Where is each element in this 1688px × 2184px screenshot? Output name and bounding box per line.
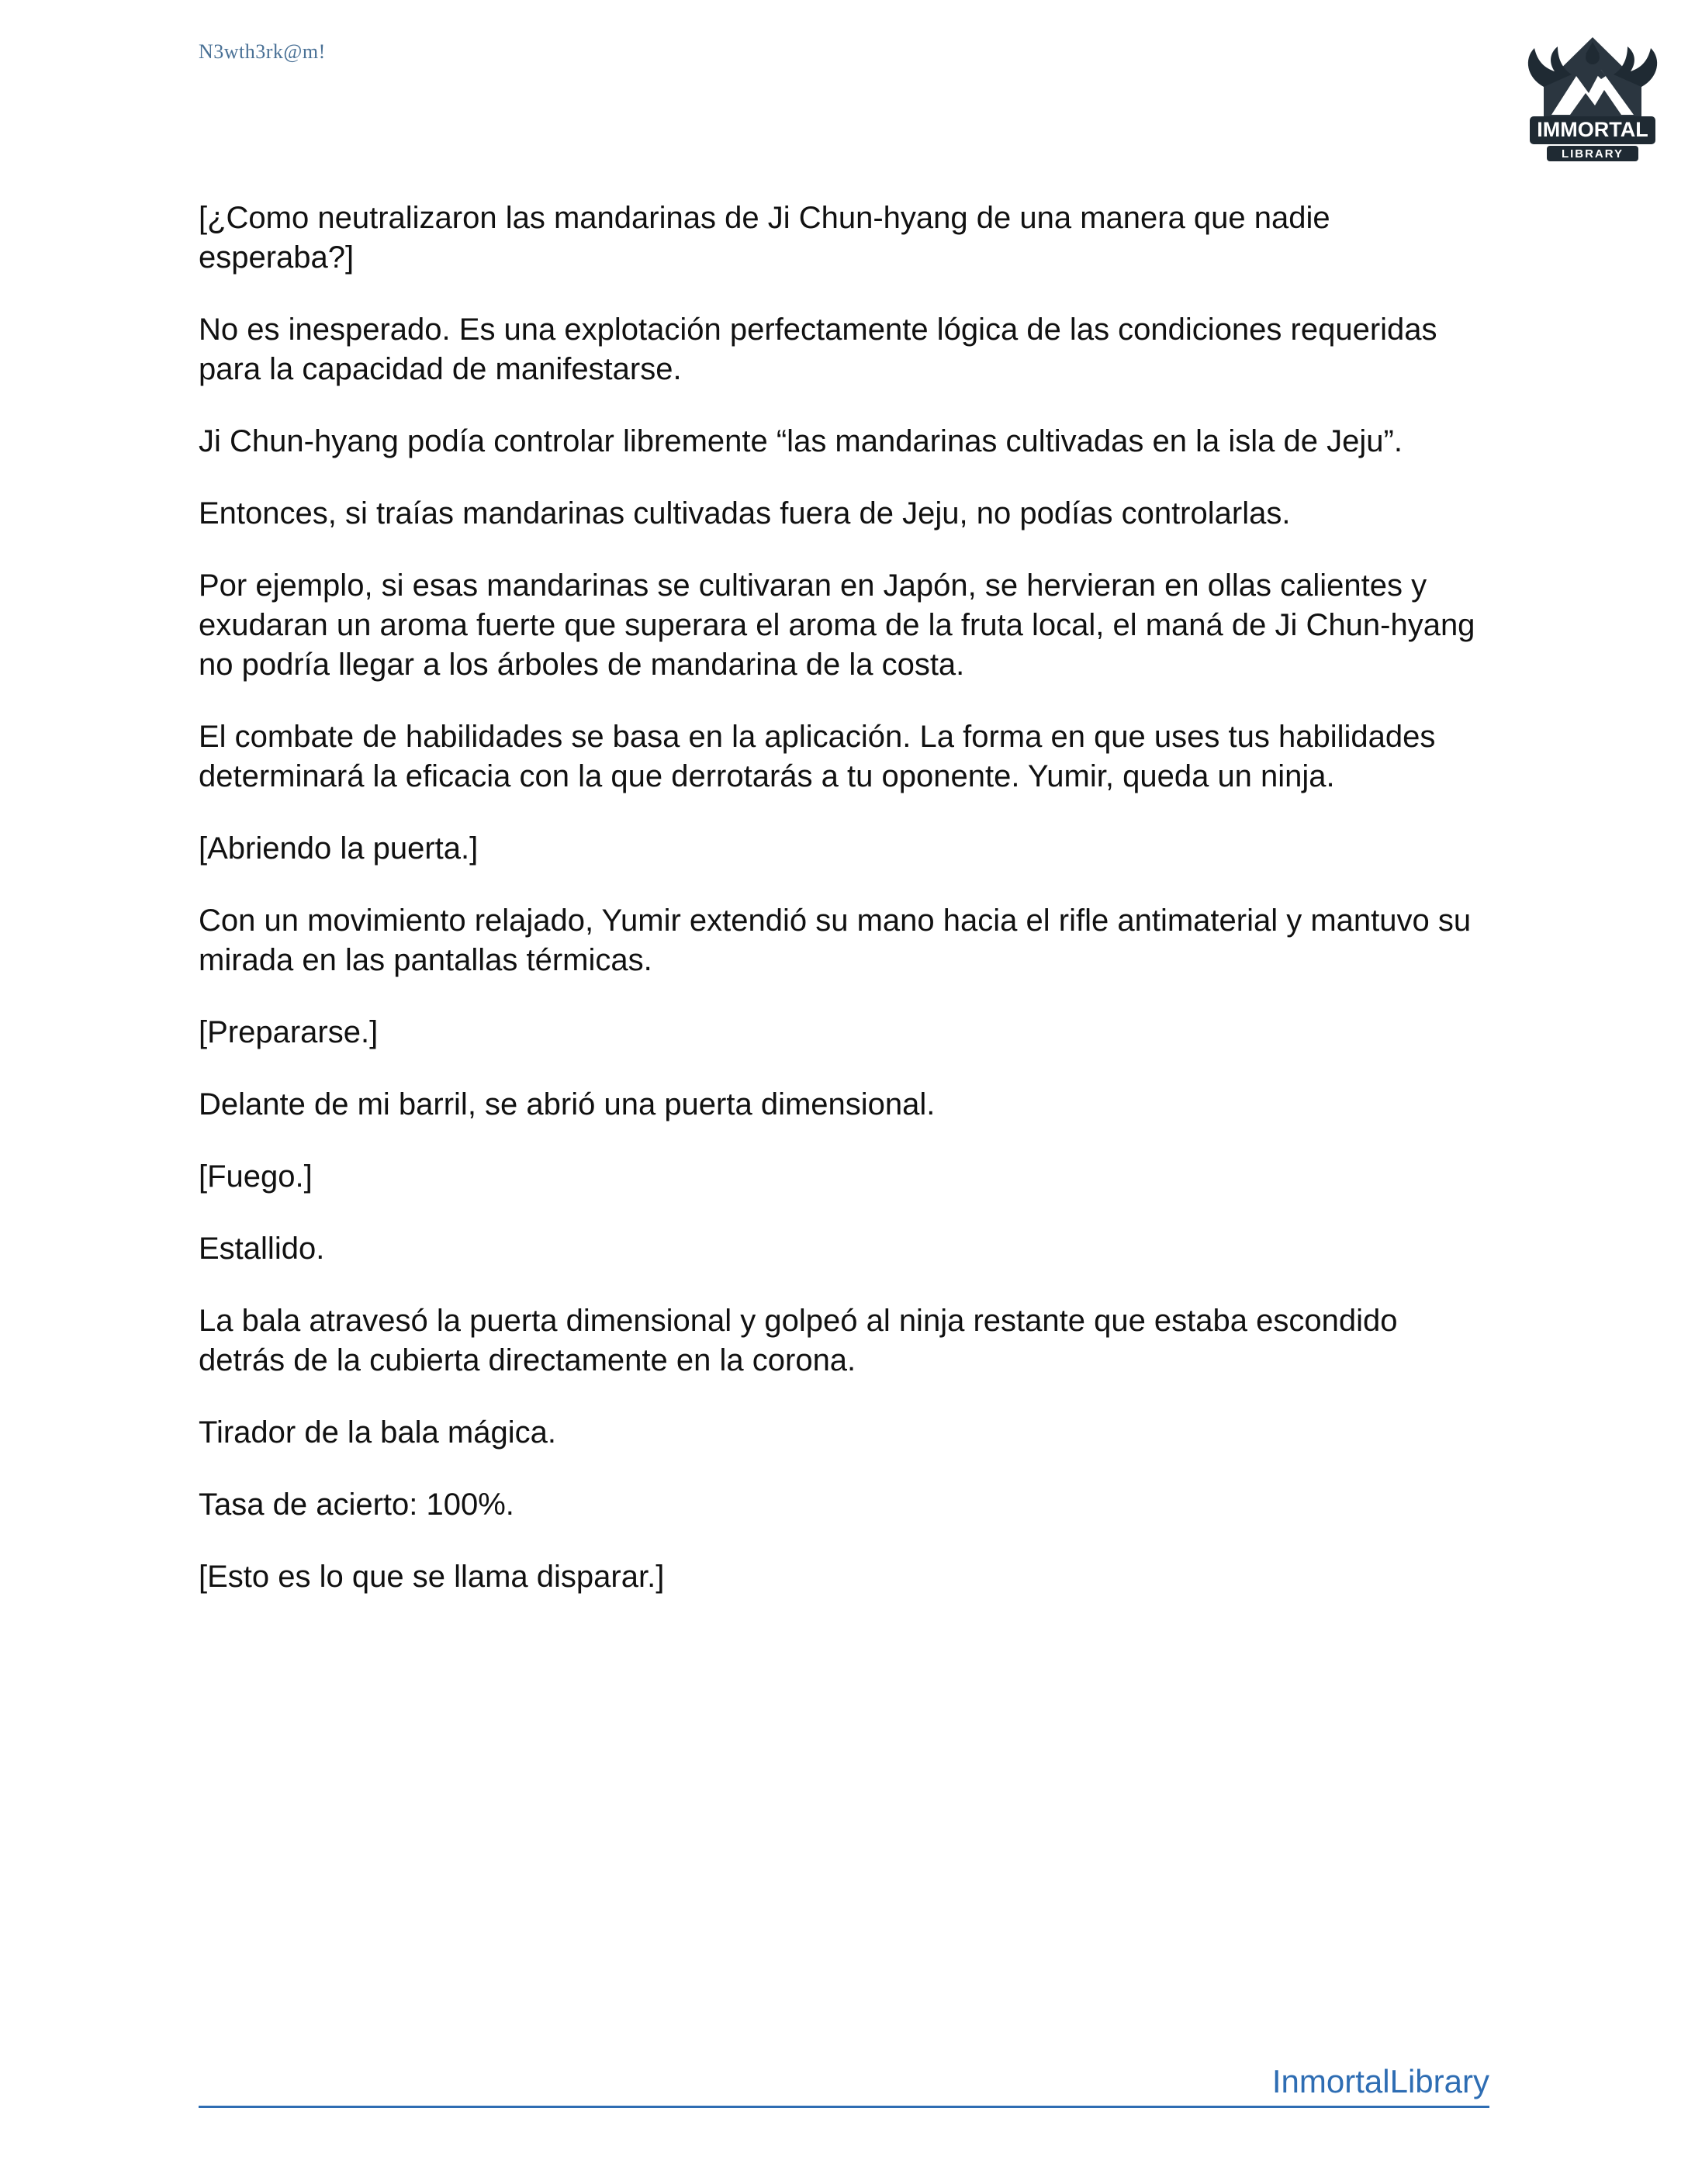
logo-text-top: IMMORTAL (1537, 118, 1648, 141)
paragraph: El combate de habilidades se basa en la aplicación. La forma en que uses tus habilidades determinará la eficacia con la que derrotarás a tu oponente. Yumir, queda un ninja. (199, 720, 1436, 793)
paragraph: Estallido. (199, 1232, 325, 1266)
paragraph: [Prepararse.] (199, 1015, 379, 1049)
paragraph: [¿Como neutralizaron las mandarinas de Ji Chun-hyang de una manera que nadie esperaba?] (199, 201, 1330, 275)
paragraph: [Esto es lo que se llama disparar.] (199, 1560, 665, 1594)
paragraph: [Fuego.] (199, 1159, 313, 1194)
footer-divider (199, 2106, 1489, 2108)
paragraph: Tirador de la bala mágica. (199, 1415, 556, 1450)
header-watermark: N3wth3rk@m! (199, 40, 326, 63)
paragraph: No es inesperado. Es una explotación perfectamente lógica de las condiciones requeridas para la capacidad de manifestarse. (199, 313, 1437, 386)
paragraph: Tasa de acierto: 100%. (199, 1488, 514, 1522)
immortal-library-logo (1520, 31, 1665, 163)
paragraph: La bala atravesó la puerta dimensional y golpeó al ninja restante que estaba escondido detrás de la cubierta directamente en la corona. (199, 1304, 1398, 1377)
logo-text-bottom: LIBRARY (1561, 147, 1624, 161)
paragraph: [Abriendo la puerta.] (199, 831, 479, 866)
chapter-body (199, 199, 1486, 1629)
paragraph: Ji Chun-hyang podía controlar libremente “las mandarinas cultivadas en la isla de Jeju”. (199, 424, 1403, 458)
paragraph: Delante de mi barril, se abrió una puerta dimensional. (199, 1087, 936, 1121)
paragraph: Con un movimiento relajado, Yumir extendió su mano hacia el rifle antimaterial y mantuvo su mirada en las pantallas térmicas. (199, 904, 1472, 977)
paragraph: Por ejemplo, si esas mandarinas se cultivaran en Japón, se hervieran en ollas calientes y exudaran un aroma fuerte que superara el aroma de la fruta local, el maná de Ji Chun-hyang no podría llegar a los árboles de mandarina de la costa. (199, 568, 1475, 682)
footer-brand-link[interactable]: InmortalLibrary (1271, 2063, 1489, 2099)
paragraph: Entonces, si traías mandarinas cultivadas fuera de Jeju, no podías controlarlas. (199, 496, 1291, 530)
